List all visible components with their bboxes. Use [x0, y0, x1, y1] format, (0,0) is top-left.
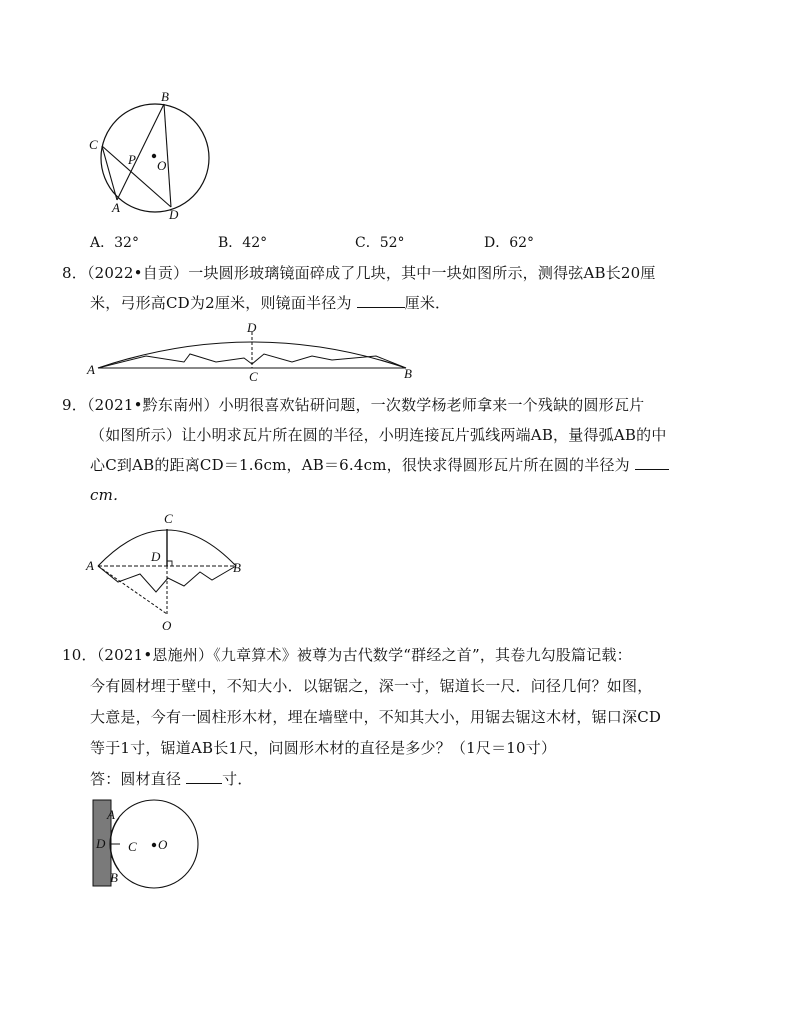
- q7-label-a: A: [112, 200, 120, 215]
- q10-label-d: D: [96, 836, 106, 851]
- q9-label-b: B: [233, 560, 241, 575]
- option-value: 32°: [114, 235, 139, 251]
- q10-center-dot: [152, 843, 156, 847]
- q7-option-a: [90, 232, 139, 252]
- q8-text-1: （2022•自贡）一块圆形玻璃镜面碎成了几块，其中一块如图所示，测得弦AB长20厘: [86, 264, 656, 282]
- q7-center-dot: [152, 154, 156, 158]
- q9-label-c: C: [164, 511, 173, 526]
- q7-chord-bd: [164, 104, 171, 207]
- q9-label-o: O: [162, 618, 172, 633]
- q9-right-angle: [167, 561, 172, 566]
- q10-text-4: 等于1寸，锯道AB长1尺，问圆形木材的直径是多少？（1尺＝10寸）: [90, 739, 557, 757]
- q7-option-c: [355, 232, 405, 252]
- q10-log-figure: [88, 796, 238, 890]
- q8-text-2b: 厘米．: [404, 294, 451, 312]
- q9-text-1: （2021•黔东南州）小明很喜欢钻研问题，一次数学杨老师拿来一个残缺的圆形瓦片: [86, 396, 645, 414]
- option-letter: C．: [355, 235, 380, 251]
- q7-chord-cd: [102, 146, 171, 207]
- option-letter: A．: [90, 235, 115, 251]
- q7-circle: [101, 104, 209, 212]
- q10-number: 10．: [62, 646, 97, 664]
- q8-line-2: [90, 292, 450, 313]
- option-value: 42°: [242, 235, 268, 251]
- q9-line-2: [90, 424, 667, 445]
- q8-broken-edge: [98, 354, 406, 368]
- q9-text-4: cm．: [90, 486, 129, 504]
- q10-answer-blank[interactable]: [186, 769, 222, 784]
- q10-text-3: 大意是，今有一圆柱形木材，埋在墙壁中，不知其大小，用锯去锯这木材，锯口深CD: [90, 708, 662, 726]
- q10-line-4: [90, 737, 556, 758]
- q10-line-2: [90, 675, 652, 696]
- option-letter: D．: [484, 235, 510, 251]
- q7-label-p: P: [128, 152, 136, 167]
- q8-label-b: B: [404, 366, 412, 381]
- q7-circle-figure: [84, 88, 224, 228]
- q8-line-1: [62, 262, 656, 283]
- option-letter: B．: [218, 235, 243, 251]
- q8-label-d: D: [247, 320, 257, 335]
- q9-tile-figure: [84, 510, 254, 636]
- q9-label-a: A: [86, 558, 94, 573]
- q7-chord-ca: [102, 146, 117, 200]
- q9-line-1: [62, 394, 644, 415]
- q10-answer-suffix: 寸．: [222, 770, 253, 788]
- q8-label-c: C: [249, 369, 258, 384]
- q7-label-b: B: [161, 89, 169, 104]
- q9-line-3: [90, 454, 669, 475]
- q8-mirror-figure: [86, 318, 426, 382]
- q8-answer-blank[interactable]: [357, 293, 405, 308]
- q8-label-a: A: [87, 362, 95, 377]
- q7-label-o: O: [157, 158, 167, 173]
- q9-answer-blank[interactable]: [635, 455, 669, 470]
- q10-answer-prefix: 答：圆材直径: [90, 770, 187, 788]
- q10-label-a: A: [107, 807, 115, 822]
- q9-line-ao: [98, 566, 167, 614]
- q7-option-b: [218, 232, 267, 252]
- q10-text-1: （2021•恩施州）《九章算术》被尊为古代数学“群经之首”，其卷九勾股篇记载：: [96, 646, 632, 664]
- q8-number: 8．: [62, 264, 87, 282]
- q10-text-2: 今有圆材埋于壁中，不知大小．以锯锯之，深一寸，锯道长一尺．问径几何？如图，: [90, 677, 653, 695]
- q9-text-2: （如图所示）让小明求瓦片所在圆的半径，小明连接瓦片弧线两端AB，量得弧AB的中: [90, 426, 667, 444]
- q7-option-d: [484, 232, 534, 252]
- q7-label-c: C: [89, 137, 98, 152]
- q7-label-d: D: [169, 207, 179, 222]
- q7-chord-ba: [117, 104, 164, 200]
- option-value: 52°: [379, 235, 405, 251]
- q9-text-3a: 心C到AB的距离CD＝1.6cm，AB＝6.4cm，很快求得圆形瓦片所在圆的半径为: [90, 456, 635, 474]
- q10-answer-line: [90, 768, 253, 789]
- q9-line-4: [90, 484, 128, 505]
- q9-label-d: D: [151, 549, 161, 564]
- q10-label-b: B: [110, 870, 118, 885]
- q10-line-1: [62, 644, 632, 665]
- option-value: 62°: [509, 235, 535, 251]
- q10-line-3: [90, 706, 661, 727]
- q10-label-c: C: [128, 839, 137, 854]
- q10-label-o: O: [158, 837, 168, 852]
- q8-text-2a: 米，弓形高CD为2厘米，则镜面半径为: [90, 294, 357, 312]
- q9-number: 9．: [62, 396, 87, 414]
